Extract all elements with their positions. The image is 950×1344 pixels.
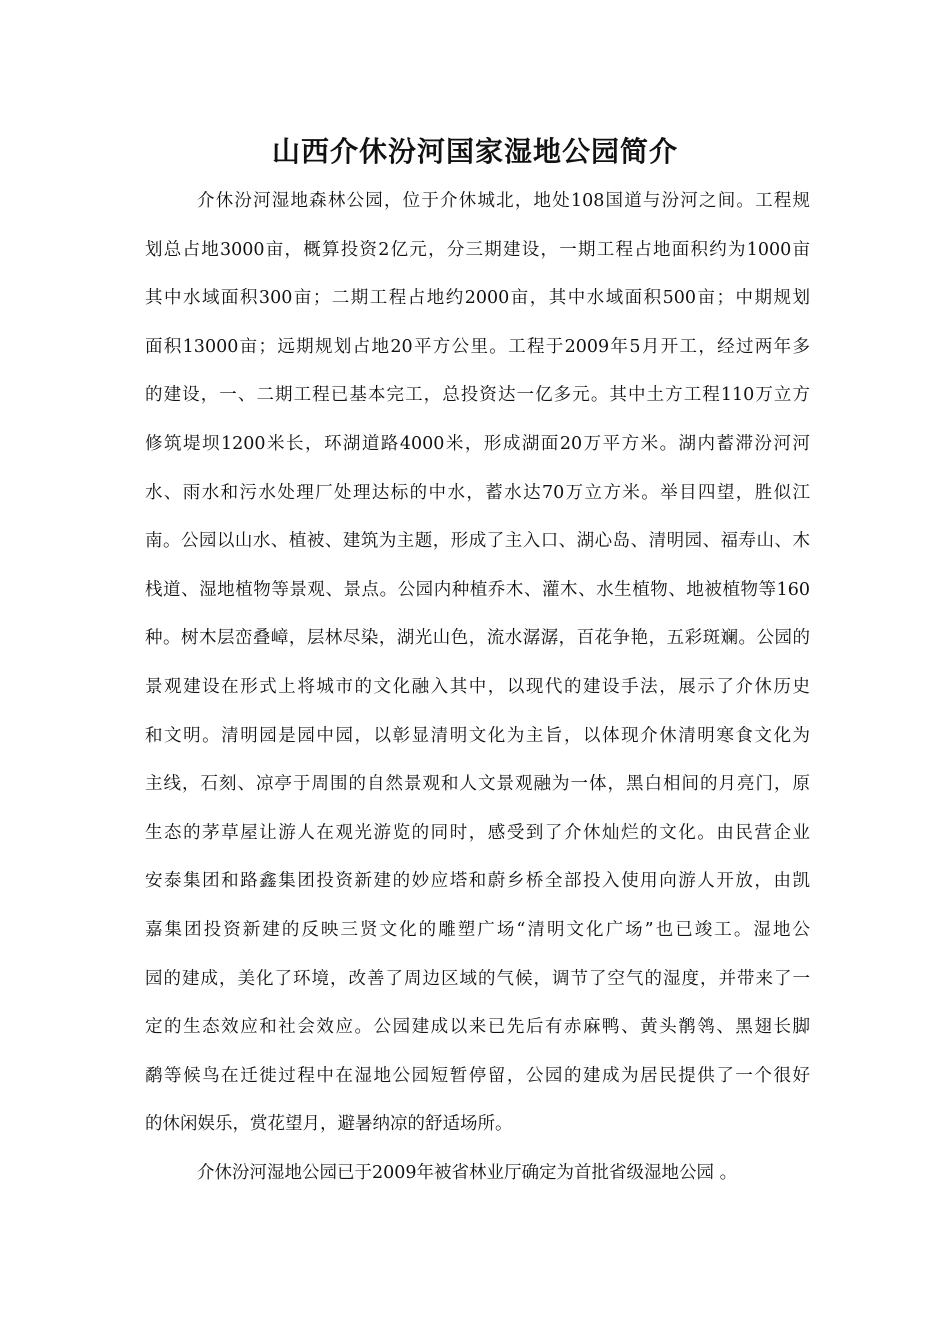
paragraph-line: 景观建设在形式上将城市的文化融入其中，以现代的建设手法，展示了介休历史: [145, 676, 810, 697]
paragraph-line: 安泰集团和路鑫集团投资新建的妙应塔和蔚乡桥全部投入使用向游人开放，由凯: [145, 871, 810, 892]
paragraph-line: 鹬等候鸟在迁徙过程中在湿地公园短暂停留，公园的建成为居民提供了一个很好: [145, 1065, 810, 1086]
paragraph-line: 栈道、湿地植物等景观、景点。公园内种植乔木、灌木、水生植物、地被植物等160: [145, 579, 810, 600]
paragraph-line: 介休汾河湿地森林公园，位于介休城北，地处108国道与汾河之间。工程规: [197, 191, 810, 211]
paragraph-line: 的建设，一、二期工程已基本完工，总投资达一亿多元。其中土方工程110万立方: [145, 385, 810, 406]
paragraph-line: 定的生态效应和社会效应。公园建成以来已先后有赤麻鸭、黄头鹡鸰、黑翅长脚: [145, 1017, 810, 1038]
paragraph-line: 和文明。清明园是园中园，以彰显清明文化为主旨，以体现介休清明寒食文化为: [145, 725, 810, 746]
paragraph-line: 面积13000亩；远期规划占地20平方公里。工程于2009年5月开工，经过两年多: [145, 336, 810, 357]
paragraph-line: 的休闲娱乐，赏花望月，避暑纳凉的舒适场所。: [145, 1114, 513, 1135]
paragraph-line: 划总占地3000亩，概算投资2亿元，分三期建设，一期工程占地面积约为1000亩: [145, 239, 810, 260]
document-title: 山西介休汾河国家湿地公园简介: [271, 135, 678, 168]
paragraph-line: 生态的茅草屋让游人在观光游览的同时，感受到了介休灿烂的文化。由民营企业: [145, 822, 810, 843]
paragraph-line: 嘉集团投资新建的反映三贤文化的雕塑广场“清明文化广场”也已竣工。湿地公: [145, 919, 810, 940]
paragraph-line: 南。公园以山水、植被、建筑为主题，形成了主入口、湖心岛、清明园、福寿山、木: [145, 531, 810, 552]
paragraph-line: 水、雨水和污水处理厂处理达标的中水，蓄水达70万立方米。举目四望，胜似江: [145, 482, 810, 503]
paragraph-line: 园的建成，美化了环境，改善了周边区域的气候，调节了空气的湿度，并带来了一: [145, 968, 810, 989]
paragraph-line: 其中水域面积300亩；二期工程占地约2000亩，其中水域面积500亩；中期规划: [145, 288, 810, 309]
paragraph-line: 修筑堤坝1200米长，环湖道路4000米，形成湖面20万平方米。湖内蓄滞汾河河: [145, 433, 810, 454]
paragraph-line: 种。树木层峦叠嶂，层林尽染，湖光山色，流水潺潺，百花争艳，五彩斑斓。公园的: [145, 628, 810, 649]
document-body: [145, 184, 810, 1204]
paragraph-2: 介休汾河湿地公园已于2009年被省林业厅确定为首批省级湿地公园 。: [197, 1162, 738, 1183]
paragraph-line: 主线，石刻、凉亭于周围的自然景观和人文景观融为一体，黑白相间的月亮门，原: [145, 774, 810, 795]
